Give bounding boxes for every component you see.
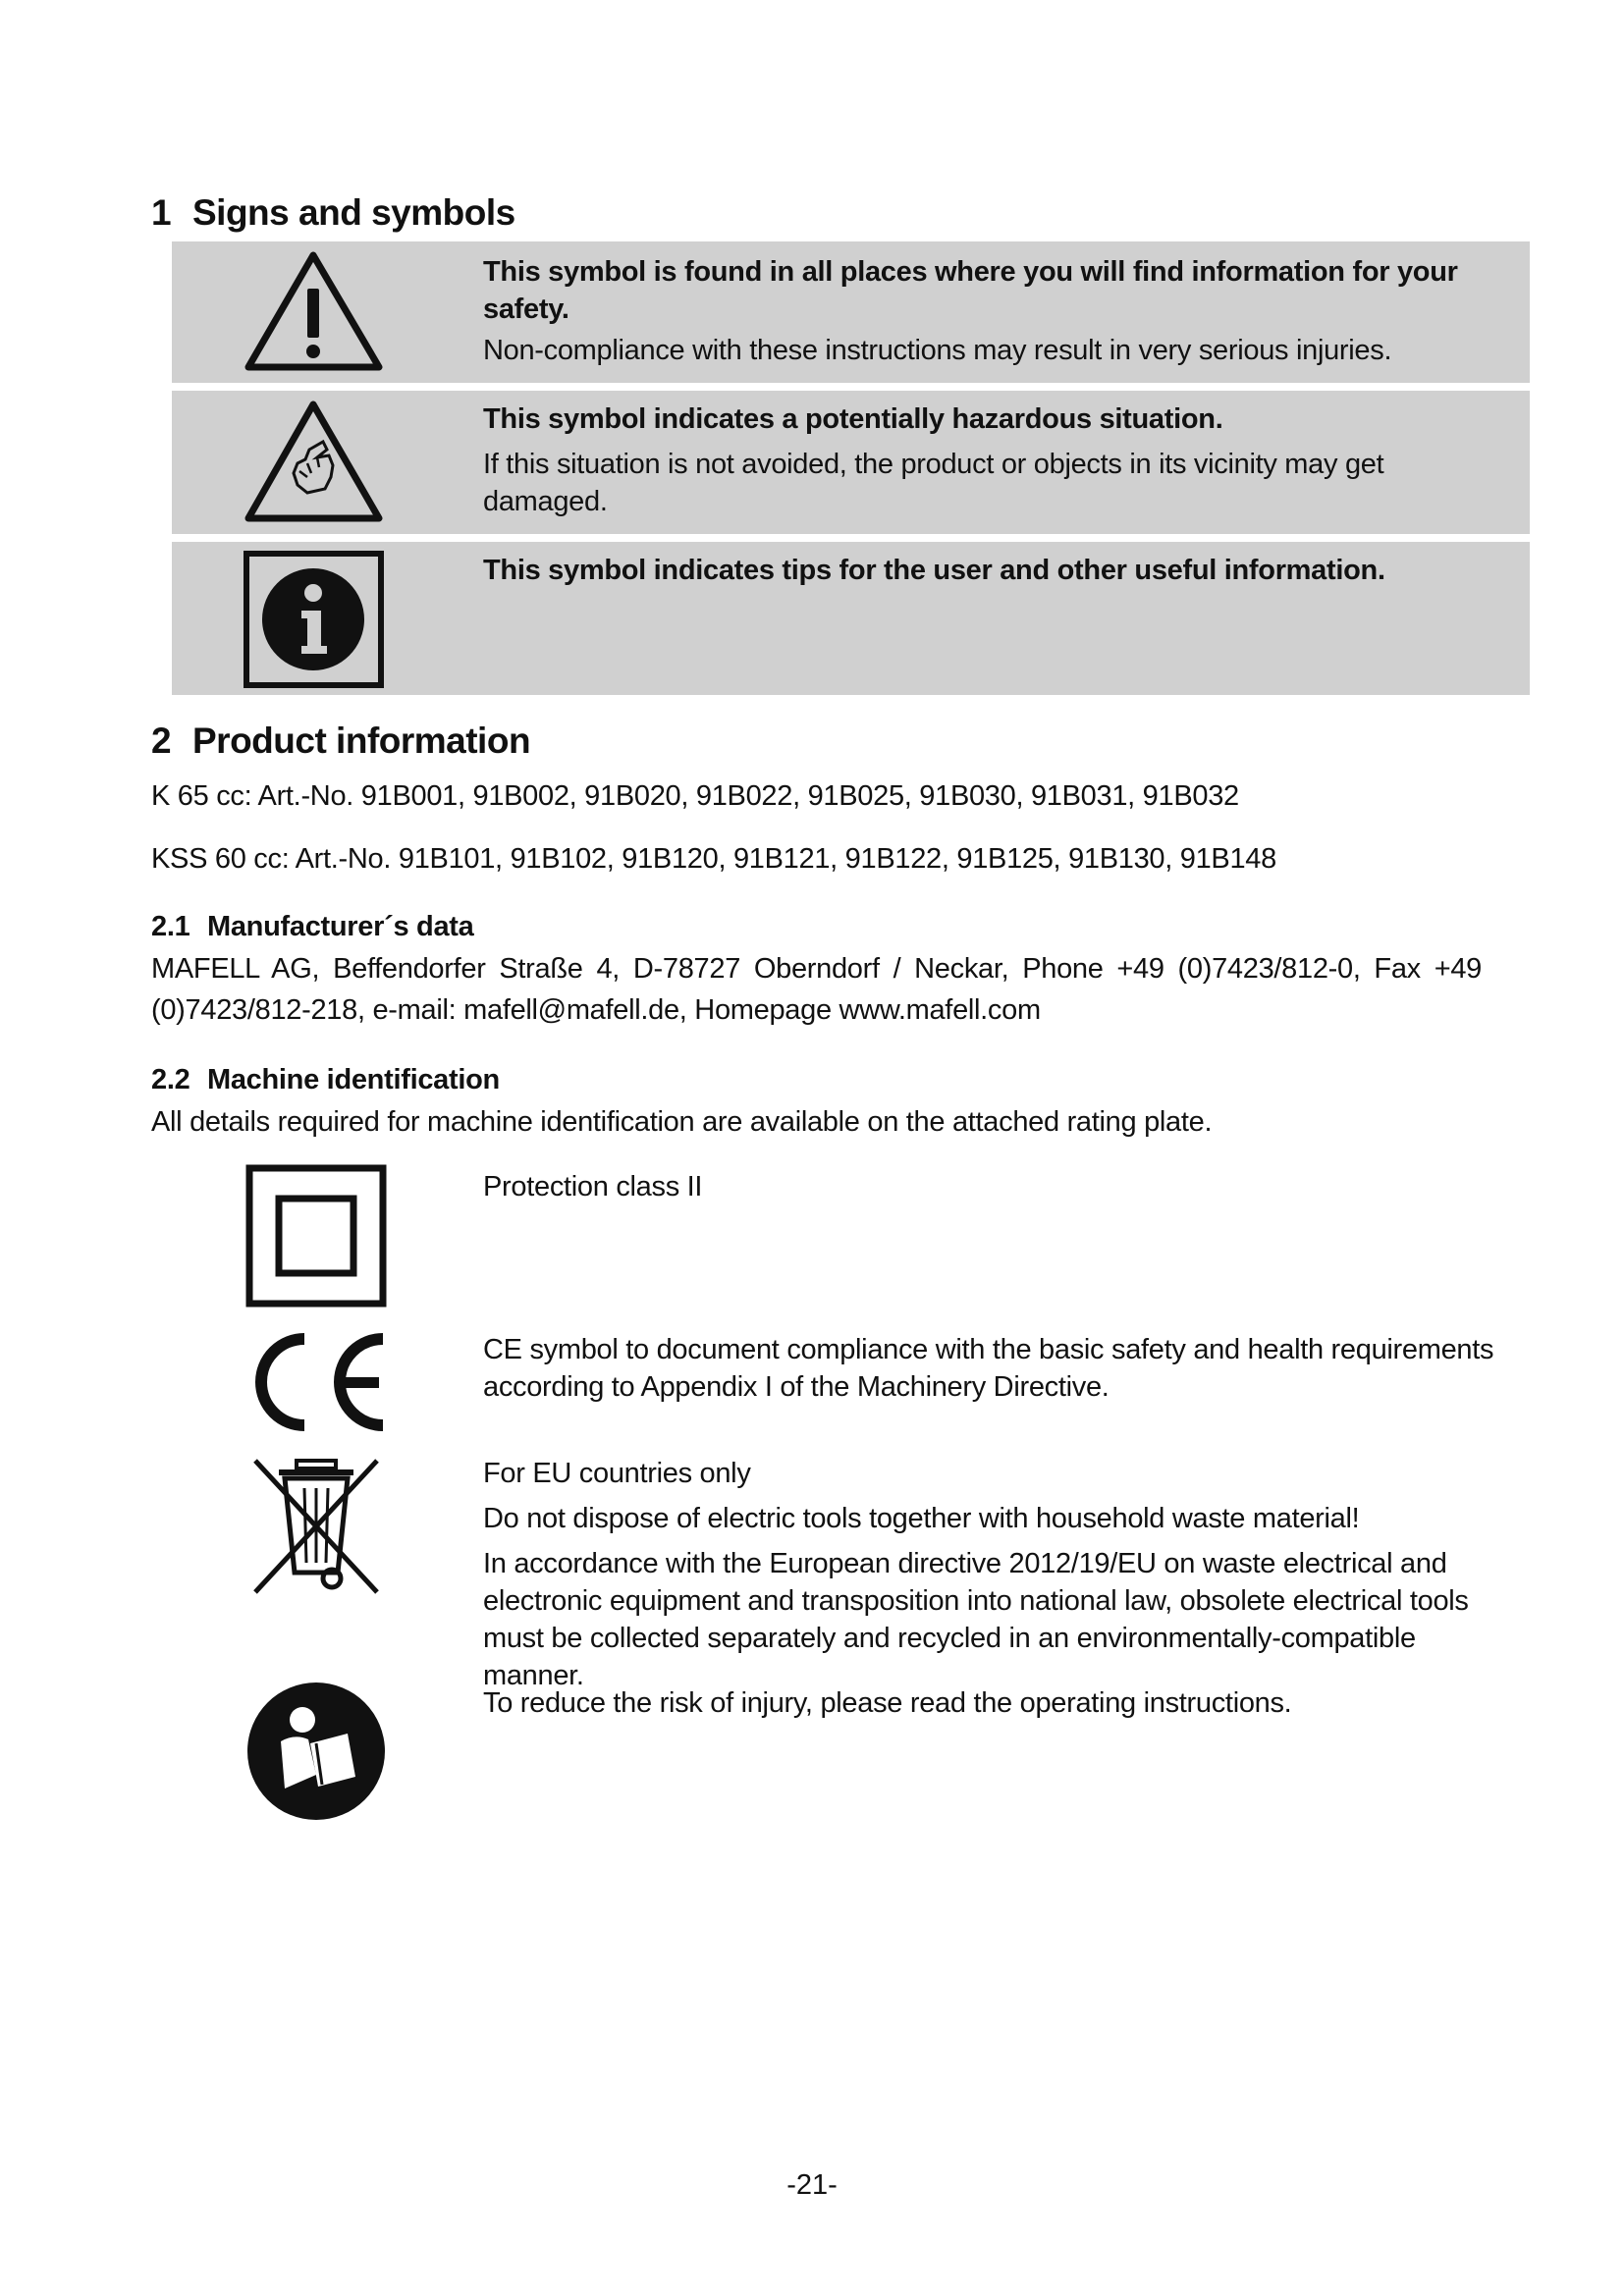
section-2-1-heading: [151, 911, 473, 943]
symbol-row-safety: [172, 241, 1530, 383]
section-title: Product information: [192, 721, 531, 761]
section-number: 1: [151, 192, 172, 233]
article-numbers-kss60: KSS 60 cc: Art.-No. 91B101, 91B102, 91B120, 91B121, 91B122, 91B125, 91B130, 91B148: [151, 843, 1276, 875]
id-text-line: CE symbol to document compliance with the basic safety and health requirements according to Appendix I of the Machinery Directive.: [483, 1334, 1494, 1403]
id-text-line: Protection class II: [483, 1171, 703, 1202]
page-number: -21-: [786, 2169, 838, 2201]
section-1-heading: [151, 192, 515, 234]
symbol-description: If this situation is not avoided, the product or objects in its vicinity may get damaged.: [483, 449, 1384, 517]
id-row-protection-class: [151, 1164, 1526, 1311]
identification-intro: All details required for machine identification are available on the attached rating plate.: [151, 1106, 1213, 1138]
section-number: 2.2: [151, 1064, 190, 1095]
info-icon: [243, 550, 385, 689]
symbol-row-info: [172, 542, 1530, 695]
id-text-line: Do not dispose of electric tools together with household waste material!: [483, 1503, 1360, 1534]
section-title: Manufacturer´s data: [207, 911, 474, 942]
symbol-bold-text: This symbol is found in all places where you will find information for your safety.: [483, 256, 1458, 325]
section-2-2-heading: [151, 1064, 500, 1096]
protection-class-ii-icon: [245, 1164, 387, 1308]
section-number: 2.1: [151, 911, 190, 942]
symbol-description: Non-compliance with these instructions may result in very serious injuries.: [483, 335, 1392, 366]
section-title: Machine identification: [207, 1064, 500, 1095]
id-text-line: For EU countries only: [483, 1458, 751, 1489]
id-text-line: To reduce the risk of injury, please read the operating instructions.: [483, 1687, 1292, 1719]
crossed-out-bin-icon: [245, 1455, 387, 1598]
section-number: 2: [151, 721, 172, 761]
id-row-weee: [151, 1455, 1526, 1691]
id-text-line: In accordance with the European directive 2012/19/EU on waste electrical and electronic equipment and transposition into national law, obsolete electrical tools must be collected separately and recycled in an environmentally-compatible manner.: [483, 1548, 1469, 1691]
id-row-ce: [151, 1327, 1526, 1435]
manufacturer-data: MAFELL AG, Beffendorfer Straße 4, D-78727 Oberndorf / Neckar, Phone +49 (0)7423/812-0, Fax +49 (0)7423/812-218, e-mail: mafell@mafell.de, Homepage www.mafell.com: [151, 953, 1482, 1026]
symbol-row-hazard: [172, 391, 1530, 534]
section-title: Signs and symbols: [192, 192, 515, 233]
ce-mark-icon: [245, 1331, 387, 1433]
warning-exclamation-icon: [243, 249, 385, 375]
symbol-bold-text: This symbol indicates tips for the user and other useful information.: [483, 555, 1385, 586]
symbol-bold-text: This symbol indicates a potentially hazardous situation.: [483, 403, 1223, 435]
article-numbers-k65: K 65 cc: Art.-No. 91B001, 91B002, 91B020, 91B022, 91B025, 91B030, 91B031, 91B032: [151, 780, 1239, 812]
read-manual-icon: [245, 1681, 387, 1822]
section-2-heading: [151, 721, 530, 762]
id-row-read-manual: [151, 1681, 1526, 1828]
hazard-hand-icon: [243, 399, 385, 526]
